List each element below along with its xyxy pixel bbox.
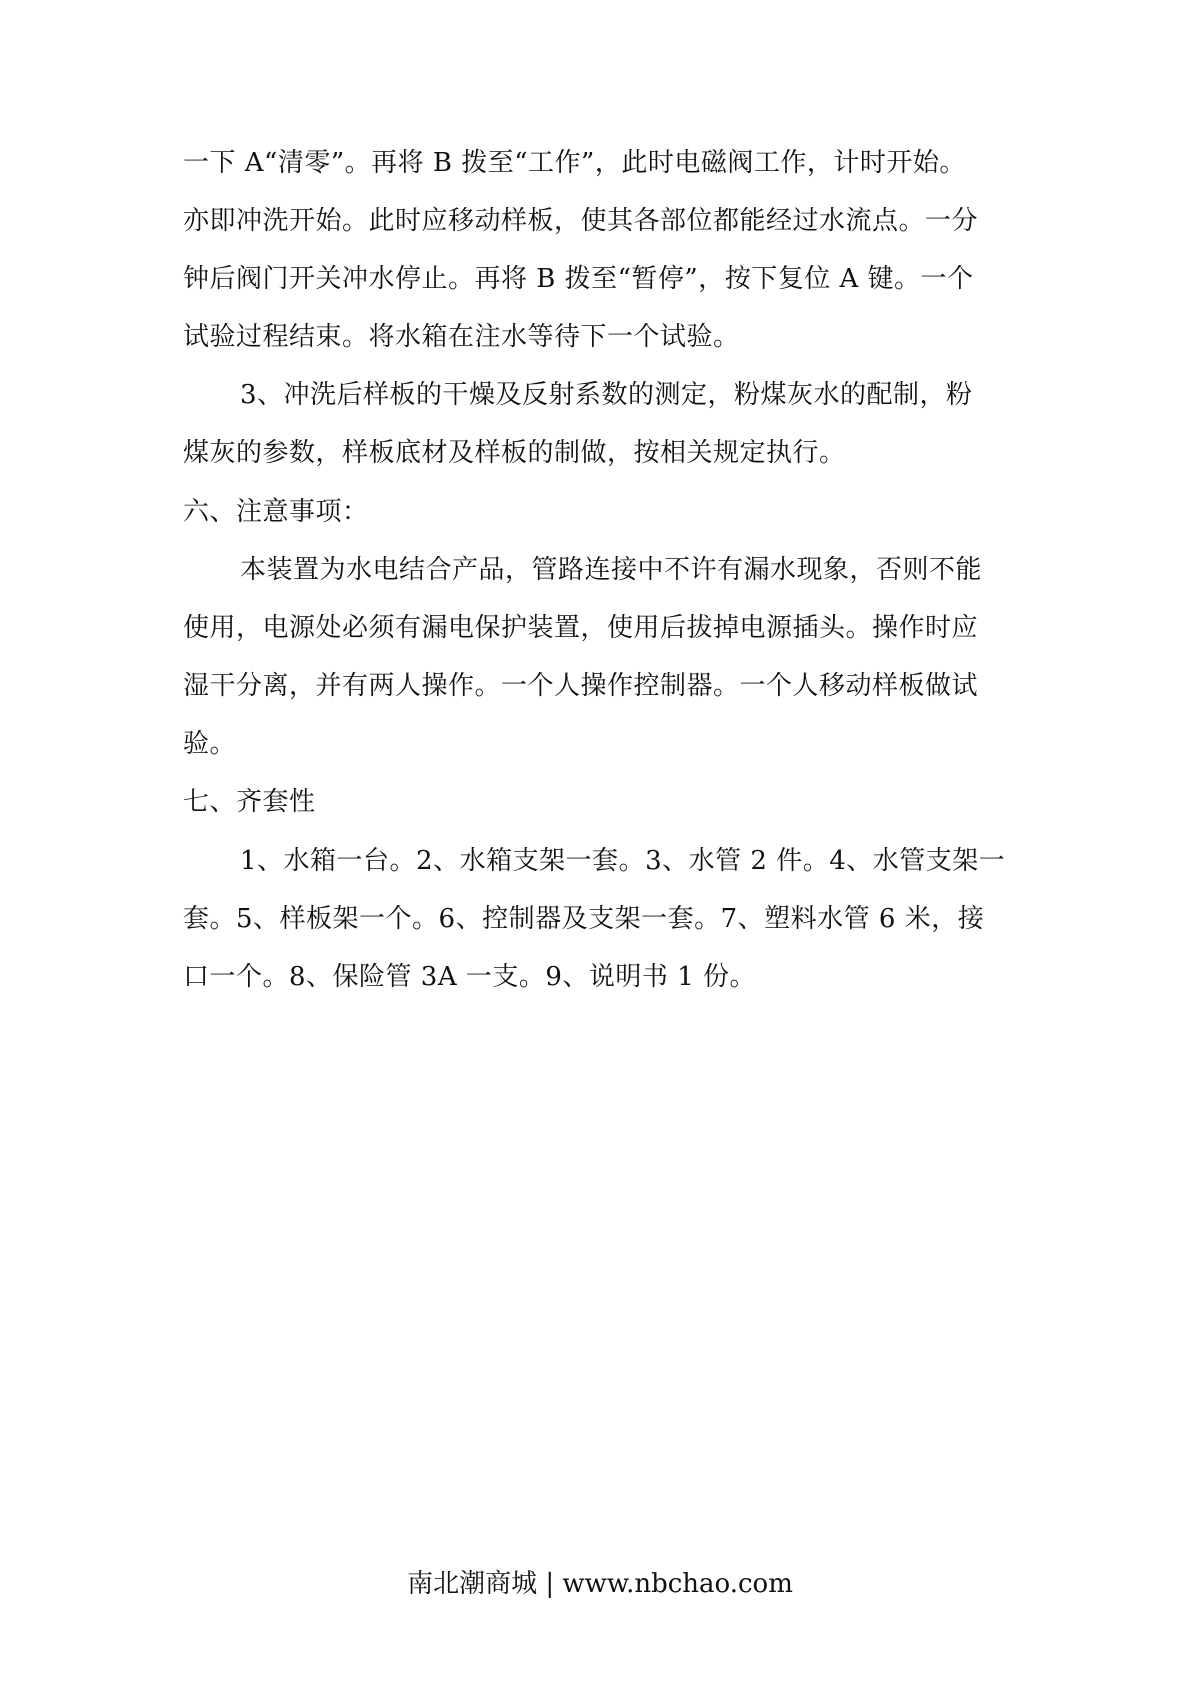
- page-footer: 南北潮商城 | www.nbchao.com: [407, 1569, 793, 1599]
- paragraph-line: 验。: [183, 729, 237, 759]
- paragraph-line: 1、水箱一台。2、水箱支架一套。3、水管 2 件。4、水管支架一: [240, 846, 1006, 876]
- section-heading: 七、齐套性: [183, 787, 316, 817]
- paragraph-line: 3、冲洗后样板的干燥及反射系数的测定，粉煤灰水的配制，粉: [240, 380, 973, 410]
- paragraph-line: 试验过程结束。将水箱在注水等待下一个试验。: [183, 322, 740, 352]
- paragraph-line: 煤灰的参数，样板底材及样板的制做，按相关规定执行。: [183, 438, 846, 468]
- paragraph-line: 湿干分离，并有两人操作。一个人操作控制器。一个人移动样板做试: [183, 671, 979, 701]
- paragraph-line: 钟后阀门开关冲水停止。再将 B 拨至“暂停”，按下复位 A 键。一个: [183, 264, 974, 294]
- paragraph-line: 本装置为水电结合产品，管路连接中不许有漏水现象，否则不能: [240, 555, 983, 585]
- paragraph-line: 亦即冲洗开始。此时应移动样板，使其各部位都能经过水流点。一分: [183, 206, 979, 236]
- paragraph-line: 口一个。8、保险管 3A 一支。9、说明书 1 份。: [183, 962, 757, 992]
- paragraph-line: 一下 A“清零”。再将 B 拨至“工作”，此时电磁阀工作，计时开始。: [183, 148, 966, 178]
- section-heading: 六、注意事项：: [183, 497, 369, 527]
- paragraph-line: 套。5、样板架一个。6、控制器及支架一套。7、塑料水管 6 米，接: [183, 904, 985, 934]
- paragraph-line: 使用，电源处必须有漏电保护装置，使用后拔掉电源插头。操作时应: [183, 613, 979, 643]
